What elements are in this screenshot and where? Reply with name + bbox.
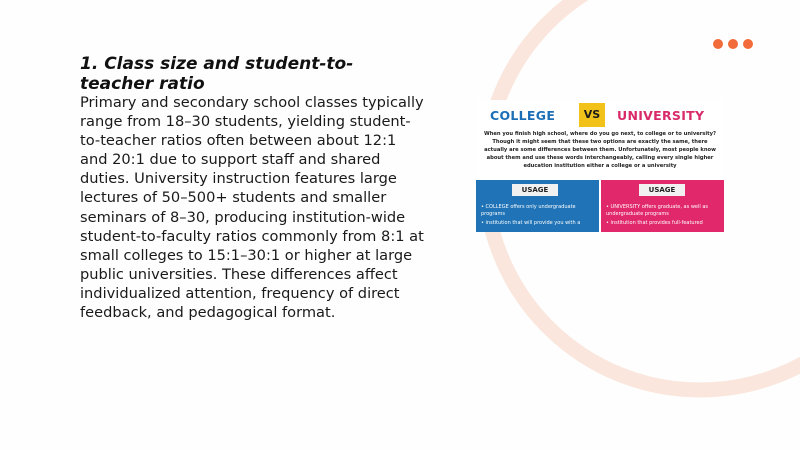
accent-dot [728, 39, 738, 49]
accent-dots [713, 39, 753, 49]
accent-dot [743, 39, 753, 49]
university-usage-panel [601, 180, 724, 232]
usage-label: USAGE [512, 184, 558, 196]
slide-title: 1. Class size and student-to-teacher ratio [80, 54, 354, 94]
college-vs-university-image [476, 100, 724, 232]
slide-body-text: Primary and secondary school classes typically range from 18–30 students, yielding student-to-teacher ratios often between about 12:1 and 20:1 due to support staff and shared duties. University instruction features large lectures of 50–500+ students and smaller seminars of 8–30, producing institution-wide student-to-faculty ratios commonly from 8:1 at small colleges to 15:1–30:1 or higher at large public universities. These differences affect individualized attention, frequency of direct feedback, and pedagogical format. [80, 94, 424, 322]
infographic-intro: When you finish high school, where do you go next, to college or to university? Though it might seem that these two options are exactly the same, there actually are some differences between them. Unfortunately, most people know about them and use these words interchangeably, calling every single higher education institution either a college or a university [483, 131, 717, 169]
university-heading: UNIVERSITY [617, 108, 705, 123]
vs-badge: VS [579, 103, 605, 127]
usage-point: • institution that will provide you with a [481, 220, 581, 226]
college-usage-panel [476, 180, 599, 232]
usage-point: • COLLEGE offers only undergraduate programs [481, 204, 576, 217]
accent-dot [713, 39, 723, 49]
infographic-header [476, 102, 724, 128]
usage-point: • UNIVERSITY offers graduate, as well as undergraduate programs [606, 204, 709, 217]
usage-point: • institution that provides full-featured [606, 220, 703, 226]
college-heading: COLLEGE [490, 108, 556, 123]
usage-label: USAGE [639, 184, 685, 196]
